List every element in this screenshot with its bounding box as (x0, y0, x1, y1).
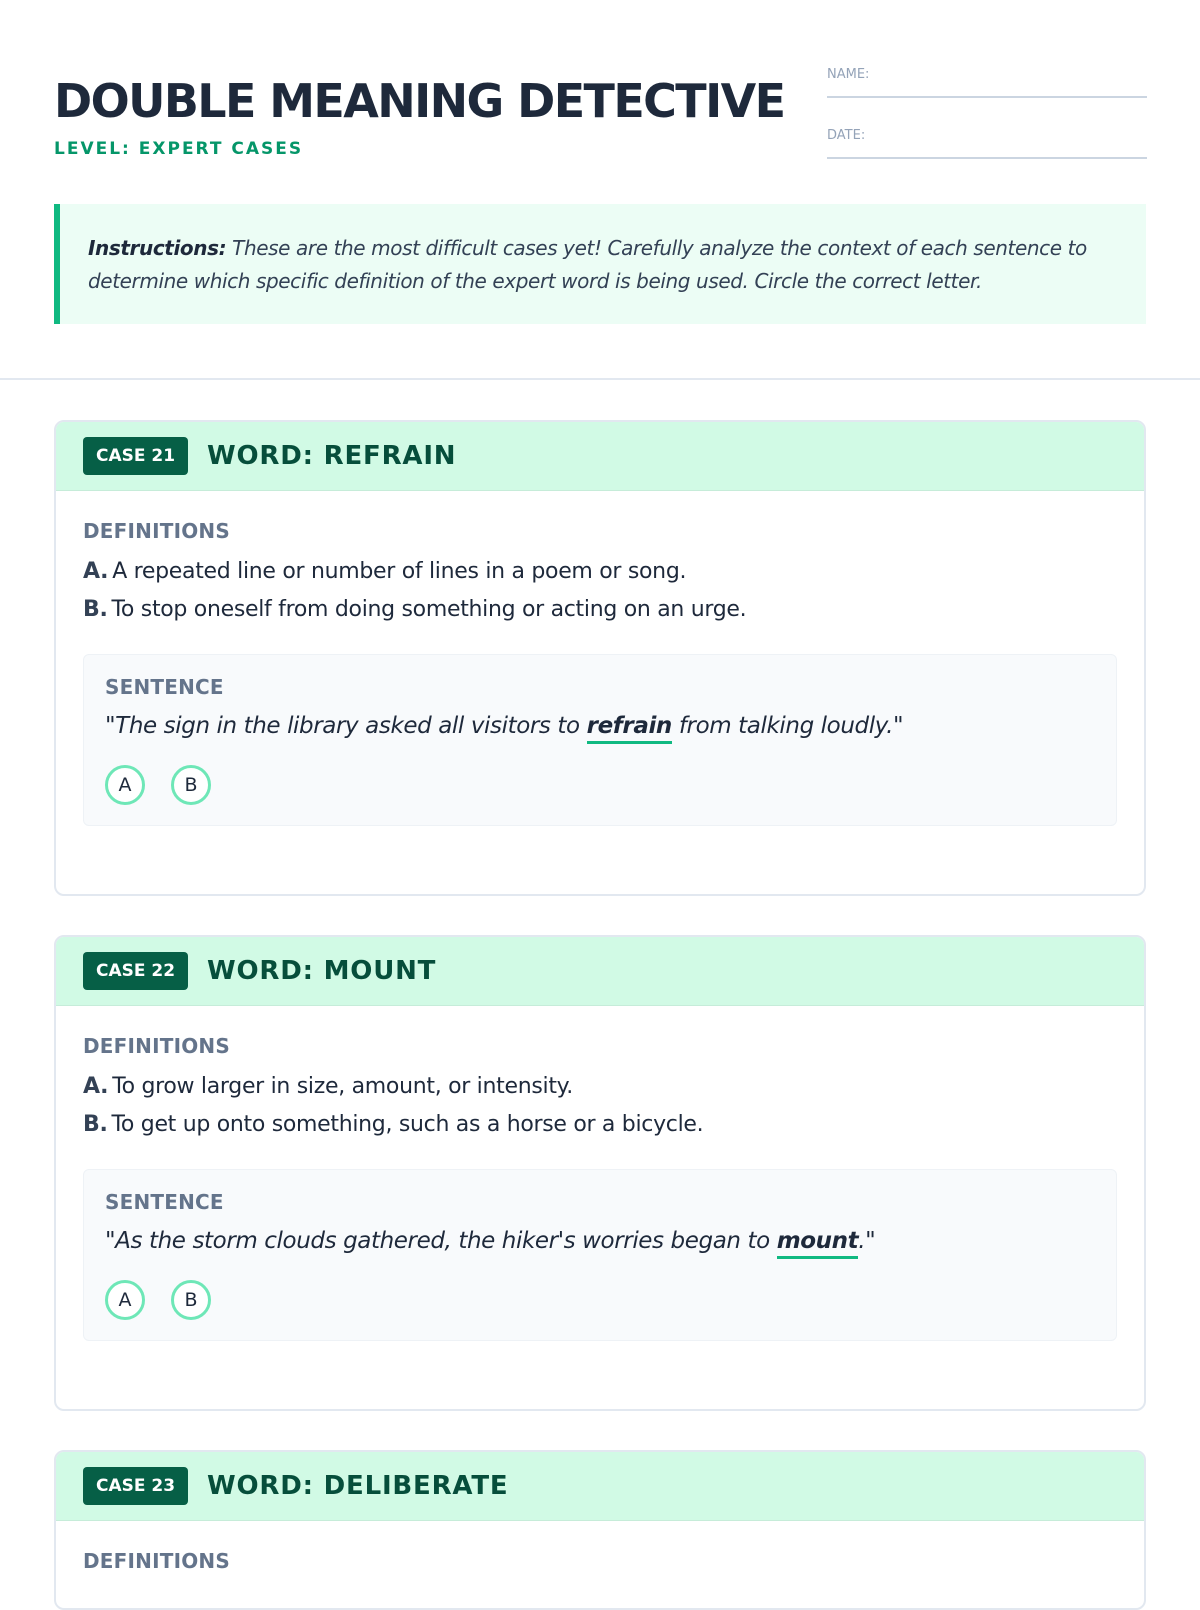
instructions-text: These are the most difficult cases yet! Carefully analyze the context of each sentence to determine which specific definition of the expert word is being used. Circle the correct letter. (88, 236, 1087, 293)
section-divider (0, 378, 1200, 380)
key-word: mount (777, 1228, 859, 1259)
sentence-box (83, 654, 1117, 826)
definition-text: To get up onto something, such as a horse or a bicycle. (111, 1112, 704, 1137)
choice-b-circle[interactable]: B (171, 765, 211, 805)
instructions-box (54, 204, 1146, 324)
definition-letter: B. (83, 1112, 108, 1137)
sentence-label: SENTENCE (105, 675, 224, 699)
case-body (56, 1006, 1144, 1369)
case-badge: CASE 23 (83, 1467, 188, 1505)
definitions-label: DEFINITIONS (83, 1034, 230, 1058)
case-word: WORD: DELIBERATE (207, 1471, 509, 1501)
name-field[interactable] (827, 67, 1147, 98)
case-word: WORD: MOUNT (207, 956, 437, 986)
worksheet-header (54, 0, 1146, 162)
sentence-text (105, 713, 1095, 739)
sentence-label: SENTENCE (105, 1190, 224, 1214)
case-badge: CASE 22 (83, 952, 188, 990)
level-subtitle: LEVEL: EXPERT CASES (54, 139, 304, 159)
choice-a-circle[interactable]: A (105, 1280, 145, 1320)
choice-b-circle[interactable]: B (171, 1280, 211, 1320)
definition-letter: A. (83, 559, 109, 584)
definitions-label: DEFINITIONS (83, 519, 230, 543)
definition-b (83, 1112, 1117, 1137)
case-card-22 (54, 935, 1146, 1411)
instructions-lead: Instructions: (88, 236, 227, 260)
definition-text: To grow larger in size, amount, or intensity. (112, 1074, 573, 1099)
date-label: DATE: (827, 128, 866, 143)
case-body (56, 1521, 1144, 1610)
name-label: NAME: (827, 67, 870, 82)
sentence-box (83, 1169, 1117, 1341)
case-card-21 (54, 420, 1146, 896)
case-card-23 (54, 1450, 1146, 1610)
definition-letter: B. (83, 597, 108, 622)
definition-letter: A. (83, 1074, 109, 1099)
sentence-text (105, 1228, 1095, 1254)
definition-b (83, 597, 1117, 622)
case-body (56, 491, 1144, 854)
sentence-after: ." (858, 1228, 876, 1254)
answer-choices (105, 1280, 1095, 1320)
definition-a (83, 1074, 1117, 1099)
case-header (56, 1452, 1144, 1521)
key-word: refrain (587, 713, 672, 744)
page-title: DOUBLE MEANING DETECTIVE (54, 74, 785, 128)
date-line[interactable] (827, 151, 1147, 159)
sentence-before: "As the storm clouds gathered, the hiker's worries began to (105, 1228, 777, 1254)
definitions-label: DEFINITIONS (83, 1549, 230, 1573)
case-word: WORD: REFRAIN (207, 441, 457, 471)
definition-text: To stop oneself from doing something or acting on an urge. (111, 597, 747, 622)
choice-a-circle[interactable]: A (105, 765, 145, 805)
answer-choices (105, 765, 1095, 805)
date-field[interactable] (827, 128, 1147, 159)
definition-text: A repeated line or number of lines in a poem or song. (112, 559, 687, 584)
sentence-after: from talking loudly." (671, 713, 904, 739)
name-line[interactable] (827, 90, 1147, 98)
case-badge: CASE 21 (83, 437, 188, 475)
case-header (56, 422, 1144, 491)
case-header (56, 937, 1144, 1006)
sentence-before: "The sign in the library asked all visitors to (105, 713, 587, 739)
definition-a (83, 559, 1117, 584)
